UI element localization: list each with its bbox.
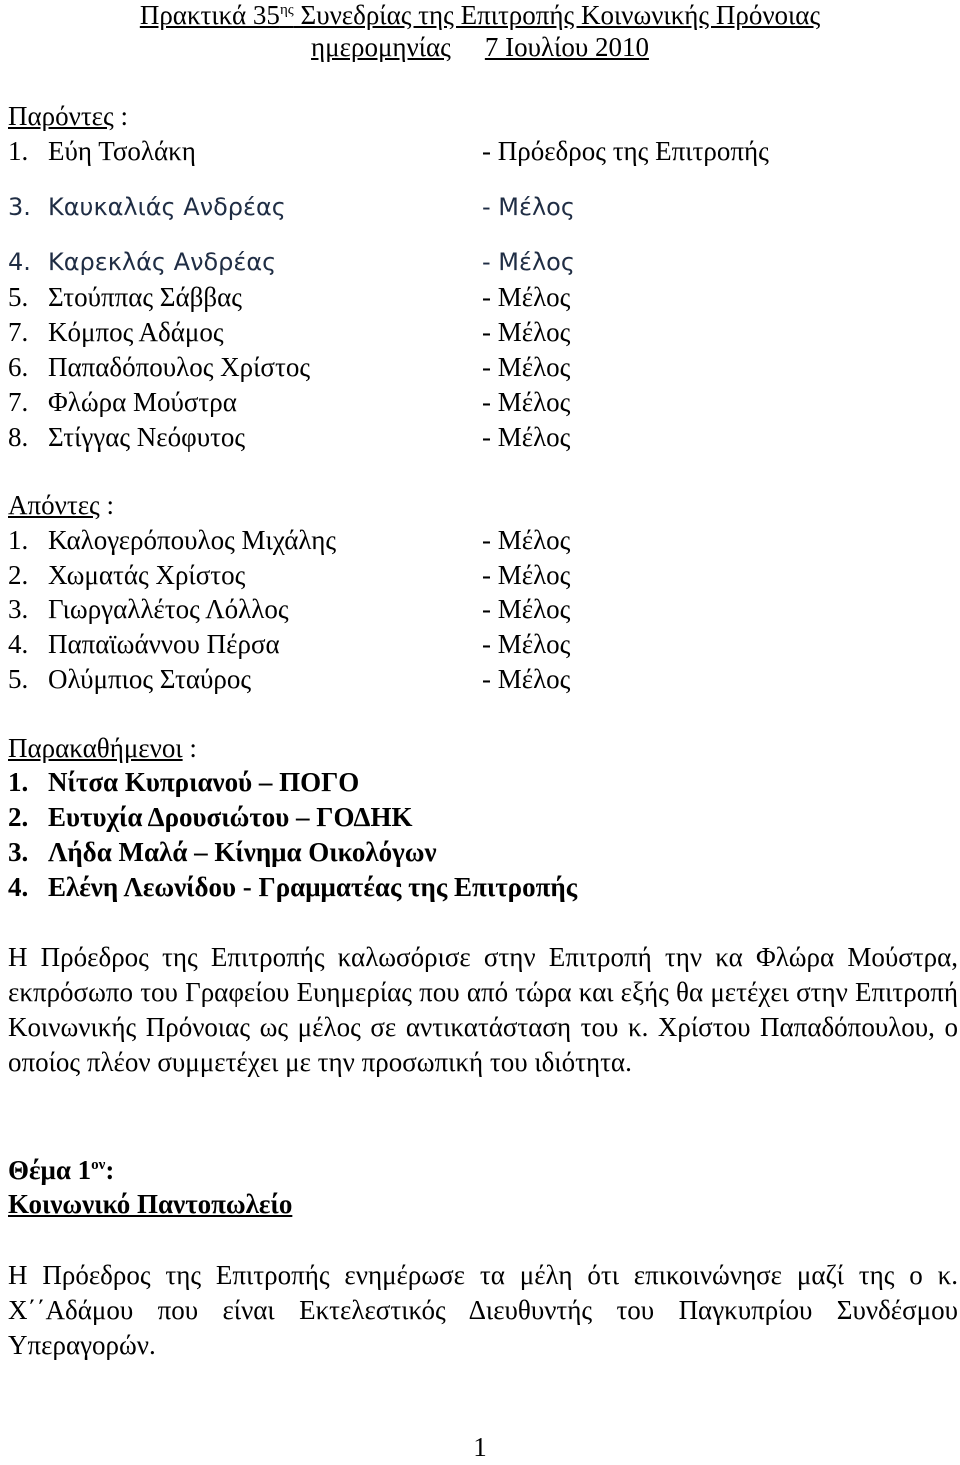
topic-colon: :	[105, 1155, 115, 1185]
date-label: ημερομηνίας	[311, 32, 451, 62]
member-number: 1.	[8, 525, 29, 555]
member-number: 3.	[8, 594, 29, 624]
member-role: - Μέλος	[482, 352, 571, 382]
document-title	[0, 0, 960, 31]
meeting-date: 7 Ιουλίου 2010	[484, 32, 649, 62]
title-text-post: Συνεδρίας της Επιτροπής Κοινωνικής Πρόνοιας	[293, 0, 821, 30]
member-number: 7.	[8, 317, 29, 347]
document-date-line	[0, 32, 960, 63]
member-role: - Μέλος	[482, 193, 575, 221]
attendees-heading	[8, 733, 197, 764]
member-number: 6.	[8, 352, 29, 382]
member-role: - Μέλος	[482, 248, 575, 276]
member-role: - Μέλος	[482, 594, 571, 624]
member-name: Καλογερόπουλος Μιχάλης	[48, 525, 337, 555]
member-number: 4.	[8, 248, 31, 276]
topic-title: Κοινωνικό Παντοπωλείο	[8, 1189, 293, 1219]
attendee-number: 3.	[8, 837, 29, 867]
member-name: Κόμπος Αδάμος	[48, 317, 224, 347]
intro-paragraph: Η Πρόεδρος της Επιτροπής καλωσόρισε στην Επιτροπή την κα Φλώρα Μούστρα, εκπρόσωπο του Γραφείου Ευημερίας που από τώρα και εξής θα μετέχει στην Επιτροπή Κοινωνικής Πρόνοιας ως μέλος σε αντικατάσταση του κ. Χρίστου Παπαδόπουλου, ο οποίος πλέον συμμετέχει με την προσωπική του ιδιότητα.	[8, 942, 958, 1077]
member-number: 8.	[8, 422, 29, 452]
member-role: - Μέλος	[482, 560, 571, 590]
attendees-heading-colon: :	[182, 733, 197, 763]
member-name: Στίγγας Νεόφυτος	[48, 422, 246, 452]
present-heading-colon: :	[113, 101, 128, 131]
member-number: 5.	[8, 282, 29, 312]
attendee-number: 1.	[8, 767, 29, 797]
member-number: 1.	[8, 136, 29, 166]
member-role: - Μέλος	[482, 525, 571, 555]
absent-heading	[8, 490, 114, 521]
absent-heading-colon: :	[99, 490, 114, 520]
attendee-text: Νίτσα Κυπριανού – ΠΟΓΟ	[48, 767, 360, 797]
attendees-heading-label: Παρακαθήμενοι	[8, 733, 183, 763]
title-superscript: ης	[279, 2, 294, 18]
member-name: Παπαϊωάννου Πέρσα	[48, 629, 280, 659]
member-name: Παπαδόπουλος Χρίστος	[48, 352, 311, 382]
member-number: 4.	[8, 629, 29, 659]
member-role: - Μέλος	[482, 282, 571, 312]
member-role: - Μέλος	[482, 317, 571, 347]
absent-heading-label: Απόντες	[8, 490, 100, 520]
attendee-number: 2.	[8, 802, 29, 832]
present-heading-label: Παρόντες	[8, 101, 114, 131]
member-name: Καυκαλιάς Ανδρέας	[48, 193, 286, 221]
member-name: Φλώρα Μούστρα	[48, 387, 237, 417]
present-heading	[8, 101, 128, 132]
topic-superscript: ον	[91, 1157, 106, 1173]
member-name: Εύη Τσολάκη	[48, 136, 196, 166]
title-text-pre: Πρακτικά 35	[139, 0, 280, 30]
attendee-text: Λήδα Μαλά – Κίνημα Οικολόγων	[48, 837, 437, 867]
page-number: 1	[473, 1432, 487, 1462]
topic-heading	[8, 1155, 114, 1186]
member-name: Χωματάς Χρίστος	[48, 560, 246, 590]
topic-label: Θέμα 1	[8, 1155, 92, 1185]
member-role: - Πρόεδρος της Επιτροπής	[482, 136, 769, 166]
member-name: Στούππας Σάββας	[48, 282, 242, 312]
member-number: 2.	[8, 560, 29, 590]
member-role: - Μέλος	[482, 422, 571, 452]
member-name: Ολύμπιος Σταύρος	[48, 664, 252, 694]
topic-paragraph: Η Πρόεδρος της Επιτροπής ενημέρωσε τα μέλη ότι επικοινώνησε μαζί της ο κ. Χ΄΄Αδάμου που είναι Εκτελεστικός Διευθυντής του Παγκυπρίου Συνδέσμου Υπεραγορών.	[8, 1260, 958, 1360]
member-role: - Μέλος	[482, 629, 571, 659]
attendee-number: 4.	[8, 872, 29, 902]
member-name: Καρεκλάς Ανδρέας	[48, 248, 277, 276]
member-role: - Μέλος	[482, 664, 571, 694]
attendee-text: Ευτυχία Δρουσιώτου – ΓΟΔΗΚ	[48, 802, 413, 832]
attendee-text: Ελένη Λεωνίδου - Γραμματέας της Επιτροπής	[48, 872, 578, 902]
member-number: 7.	[8, 387, 29, 417]
member-number: 5.	[8, 664, 29, 694]
member-role: - Μέλος	[482, 387, 571, 417]
member-name: Γιωργαλλέτος Λόλλος	[48, 594, 289, 624]
member-number: 3.	[8, 193, 31, 221]
